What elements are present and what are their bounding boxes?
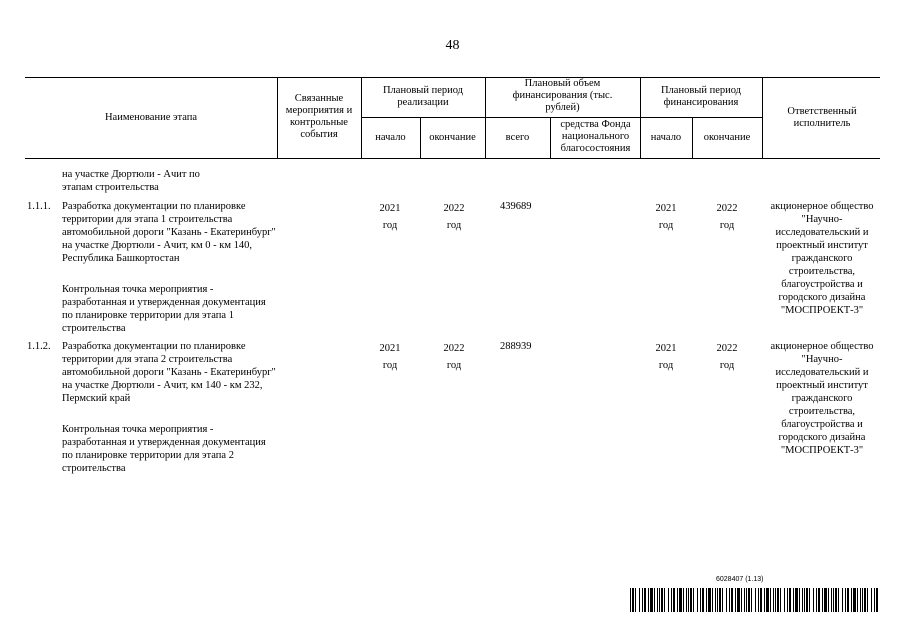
row-fin-start: 2021 год [655, 203, 677, 231]
header-subrule-funding [640, 117, 762, 118]
header-funding-period: Плановый период финансирования [660, 85, 742, 108]
header-subrule-period [361, 117, 485, 118]
row-start: 2021 год [379, 343, 401, 371]
row-description: Разработка документации по планировке территории для этапа 2 строительства автомобильной дороги "Казань - Екатеринбург" на участке Дюртюли - Ачит, км 140 - км 232, Пермский край [62, 341, 276, 404]
header-subrule-volume [485, 117, 640, 118]
row-start: 2021 год [379, 203, 401, 231]
barcode-label: 6028407 (1.13) [716, 576, 764, 583]
header-start: начало [375, 132, 406, 143]
row-fin-start: 2021 год [655, 343, 677, 371]
table-header-bottom-rule [25, 158, 880, 159]
header-executor: Ответственный исполнитель [787, 106, 857, 129]
header-end: окончание [429, 132, 476, 143]
header-fund-means: средства Фонда национального благосостояния [560, 119, 631, 154]
row-total: 439689 [500, 201, 532, 212]
header-funding-volume: Плановый объем финансирования (тыс. рублей) [512, 78, 613, 113]
col-divider-8 [762, 77, 763, 158]
row-fin-end: 2022 год [716, 203, 738, 231]
header-fund-start: начало [650, 132, 682, 143]
row-executor: акционерное общество "Научно-исследовательский и проектный институт гражданского строительства, благоустройства и городского дизайна "МОСПРОЕКТ-3" [770, 341, 874, 456]
col-divider-2 [361, 77, 362, 158]
col-divider-6 [640, 77, 641, 158]
row-fin-end: 2022 год [716, 343, 738, 371]
table-top-rule [25, 77, 880, 78]
col-divider-4 [485, 77, 486, 158]
row-control-point: Контрольная точка мероприятия - разработанная и утвержденная документация по планировке территории для этапа 2 строительства [62, 424, 266, 474]
header-fund-end: окончание [703, 132, 751, 143]
continuation-text: на участке Дюртюли - Ачит по этапам строительства [62, 169, 200, 193]
header-total: всего [505, 132, 530, 143]
row-executor: акционерное общество "Научно-исследовательский и проектный институт гражданского строительства, благоустройства и городского дизайна "МОСПРОЕКТ-3" [770, 201, 874, 316]
row-description: Разработка документации по планировке территории для этапа 1 строительства автомобильной дороги "Казань - Екатеринбург" на участке Дюртюли - Ачит, км 0 - км 140, Республика Башкортостан [62, 201, 276, 264]
row-end: 2022 год [443, 203, 465, 231]
page-number: 48 [445, 38, 460, 53]
header-stage-name: Наименование этапа [104, 112, 198, 123]
row-control-point: Контрольная точка мероприятия - разработанная и утвержденная документация по планировке территории для этапа 1 строительства [62, 284, 266, 334]
row-total: 288939 [500, 341, 532, 352]
barcode-image [630, 588, 880, 612]
header-planned-period: Плановый период реализации [382, 85, 464, 108]
col-divider-1 [277, 77, 278, 158]
header-related-events: Связанные мероприятия и контрольные события [285, 93, 353, 140]
row-number: 1.1.1. [27, 201, 51, 212]
row-end: 2022 год [443, 343, 465, 371]
row-number: 1.1.2. [27, 341, 51, 352]
